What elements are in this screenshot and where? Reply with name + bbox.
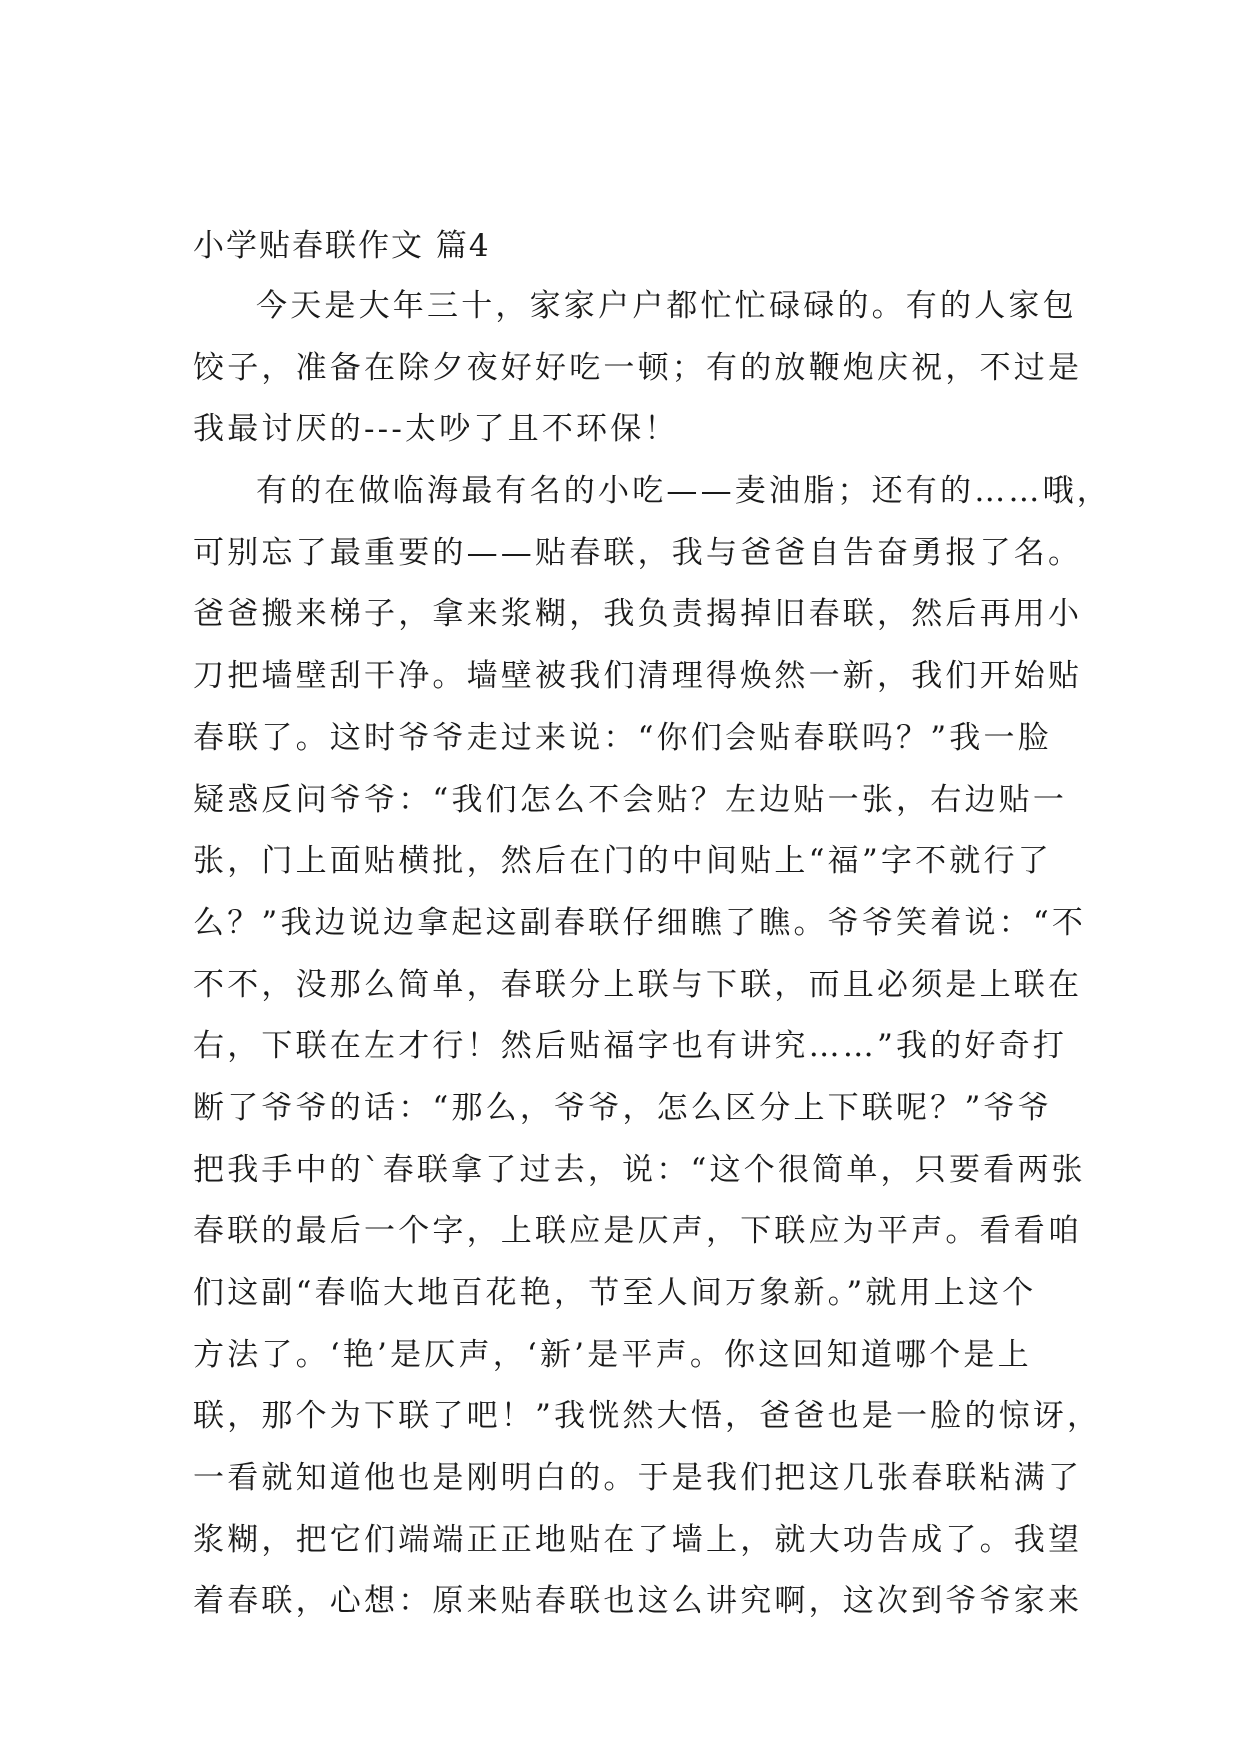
paragraph-line: 饺子，准备在除夕夜好好吃一顿；有的放鞭炮庆祝，不过是 [193,349,1083,386]
paragraph-line: 们这副“春临大地百花艳，节至人间万象新。”就用上这个 [193,1275,1037,1311]
paragraph-line: 今天是大年三十，家家户户都忙忙碌碌的。有的人家包 [256,288,1077,324]
paragraph-line: 不不，没那么简单，春联分上联与下联，而且必须是上联在 [193,966,1083,1003]
document-title: 小学贴春联作文 篇4 [193,228,491,264]
paragraph-line: 么？”我边说边拿起这副春联仔细瞧了瞧。爷爷笑着说：“不 [193,904,1087,941]
paragraph-line: 有的在做临海最有名的小吃——麦油脂；还有的……哦， [256,473,1111,510]
paragraph-line: 可别忘了最重要的——贴春联，我与爸爸自告奋勇报了名。 [193,534,1083,571]
paragraph-line: 断了爷爷的话：“那么，爷爷，怎么区分上下联呢？”爷爷 [193,1089,1052,1126]
paragraph-line: 刀把墙壁刮干净。墙壁被我们清理得焕然一新，我们开始贴 [193,658,1083,695]
paragraph-line: 疑惑反问爷爷：“我们怎么不会贴？左边贴一张，右边贴一 [193,781,1068,818]
paragraph-line: 着春联，心想：原来贴春联也这么讲究啊，这次到爷爷家来 [193,1583,1083,1620]
paragraph-line: 一看就知道他也是刚明白的。于是我们把这几张春联粘满了 [193,1460,1083,1497]
paragraph-line: 张，门上面贴横批，然后在门的中间贴上“福”字不就行了 [193,843,1052,880]
paragraph-line: 把我手中的`春联拿了过去，说：“这个很简单，只要看两张 [193,1151,1086,1188]
paragraph-line: 爸爸搬来梯子，拿来浆糊，我负责揭掉旧春联，然后再用小 [193,596,1083,633]
paragraph-line: 方法了。‘艳’是仄声，‘新’是平声。你这回知道哪个是上 [193,1336,1032,1373]
paragraph-line: 春联了。这时爷爷走过来说：“你们会贴春联吗？”我一脸 [193,719,1052,756]
paragraph-line: 右，下联在左才行！然后贴福字也有讲究……”我的好奇打 [193,1028,1068,1065]
paragraph-line: 我最讨厌的---太吵了且不环保！ [193,411,679,448]
paragraph-line: 浆糊，把它们端端正正地贴在了墙上，就大功告成了。我望 [193,1521,1083,1558]
paragraph-line: 联，那个为下联了吧！”我恍然大悟，爸爸也是一脸的惊讶， [193,1398,1102,1435]
paragraph-line: 春联的最后一个字，上联应是仄声，下联应为平声。看看咱 [193,1213,1083,1250]
document-body [193,276,1111,1633]
